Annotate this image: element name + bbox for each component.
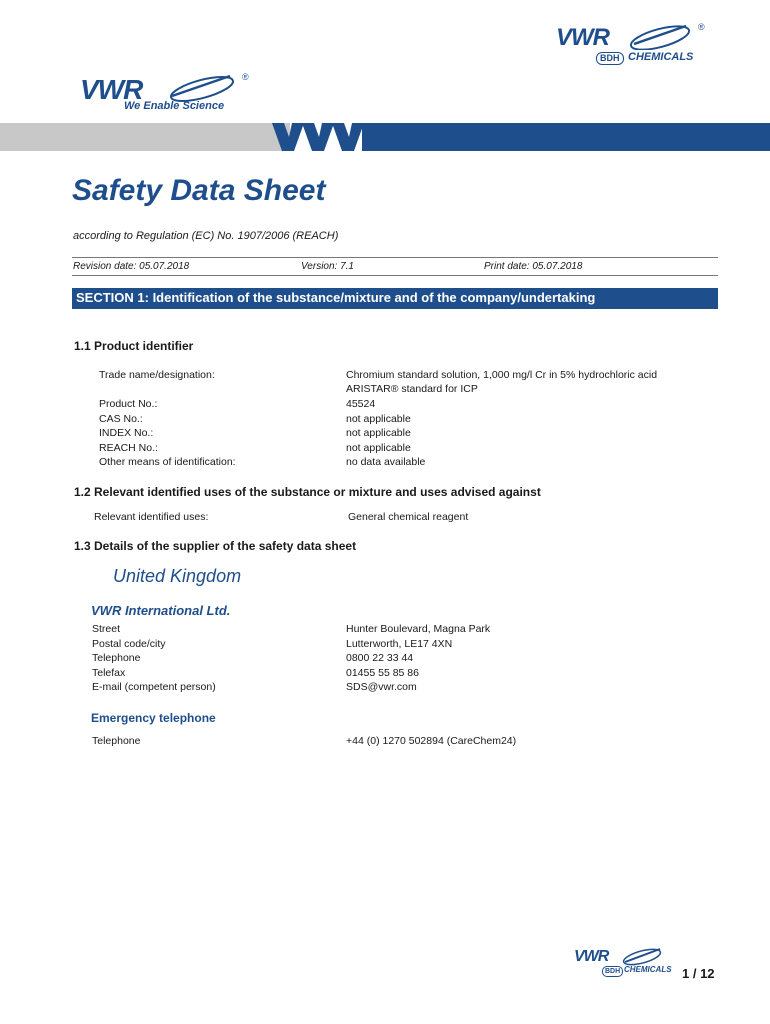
street-value: Hunter Boulevard, Magna Park [346,623,491,635]
index-no-value: not applicable [346,427,411,439]
trade-name-value-2: ARISTAR® standard for ICP [346,383,478,395]
list-item [92,666,692,681]
list-item [92,651,692,666]
list-item [99,455,699,470]
vwr-wordmark: VWR [574,948,609,965]
swoosh-icon [620,946,668,966]
identified-uses-label: Relevant identified uses: [94,511,209,523]
main-logo [80,72,260,118]
other-id-value: no data available [346,456,426,468]
telefax-label: Telefax [92,666,126,679]
list-item [92,680,692,695]
list-item [99,397,699,412]
chemicals-label: CHEMICALS [628,51,694,63]
registered-mark: ® [698,22,705,32]
list-item [99,441,699,456]
bdh-badge: BDH [602,966,623,977]
trade-name-label: Trade name/designation: [99,369,215,381]
email-label: E-mail (competent person) [92,681,216,693]
list-item [92,622,692,637]
telefax-value: 01455 55 85 86 [346,666,419,679]
footer-logo [574,946,674,978]
header-band-blue [362,123,770,151]
revision-line-bottom [72,275,718,276]
page-number: 1 / 12 [682,966,715,981]
swoosh-icon [164,72,244,102]
supplier-country: United Kingdom [113,566,242,586]
email-value: SDS@vwr.com [346,681,417,693]
top-right-logo [556,22,716,66]
subsection-1-3-heading: 1.3 Details of the supplier of the safety data sheet [74,539,357,553]
swoosh-icon [626,22,700,50]
emergency-heading: Emergency telephone [91,711,216,725]
product-id-list [99,397,699,470]
header-band-grey [0,123,290,151]
registered-mark: ® [242,72,249,82]
regulation-text: according to Regulation (EC) No. 1907/2006 (REACH) [73,230,339,242]
product-no-label: Product No.: [99,398,158,410]
telephone-value: 0800 22 33 44 [346,652,414,664]
identified-uses-value: General chemical reagent [348,511,469,523]
chevron-pattern-icon [262,123,382,151]
index-no-label: INDEX No.: [99,427,154,439]
telephone-label: Telephone [92,652,141,664]
version: Version: 7.1 [301,261,354,272]
vwr-wordmark: VWR [80,74,143,105]
postal-value: Lutterworth, LE17 4XN [346,637,453,650]
emergency-telephone-value: +44 (0) 1270 502894 (CareChem24) [346,735,517,747]
cas-no-value: not applicable [346,412,411,425]
vwr-wordmark: VWR [556,24,609,51]
section-1-heading: SECTION 1: Identification of the substance/mixture and of the company/undertaking [72,288,718,309]
other-id-label: Other means of identification: [99,456,236,468]
supplier-details-list [92,622,692,695]
revision-date: Revision date: 05.07.2018 [73,261,190,272]
tagline: We Enable Science [124,100,225,112]
bdh-badge: BDH [596,52,624,65]
supplier-company: VWR International Ltd. [91,603,231,618]
print-date: Print date: 05.07.2018 [484,261,583,272]
reach-no-value: not applicable [346,441,411,454]
reach-no-label: REACH No.: [99,441,158,454]
list-item [92,637,692,652]
trade-name-value: Chromium standard solution, 1,000 mg/l Cr in 5% hydrochloric acid [346,369,658,381]
emergency-telephone-label: Telephone [92,735,141,747]
street-label: Street [92,623,121,635]
postal-label: Postal code/city [92,637,166,650]
subsection-1-2-heading: 1.2 Relevant identified uses of the substance or mixture and uses advised against [74,485,541,499]
chemicals-label: CHEMICALS [624,965,672,974]
revision-line-top [72,257,718,258]
list-item [99,412,699,427]
list-item [99,426,699,441]
page-title: Safety Data Sheet [72,174,326,207]
product-no-value: 45524 [346,398,376,410]
cas-no-label: CAS No.: [99,412,143,425]
subsection-1-1-heading: 1.1 Product identifier [74,339,194,353]
